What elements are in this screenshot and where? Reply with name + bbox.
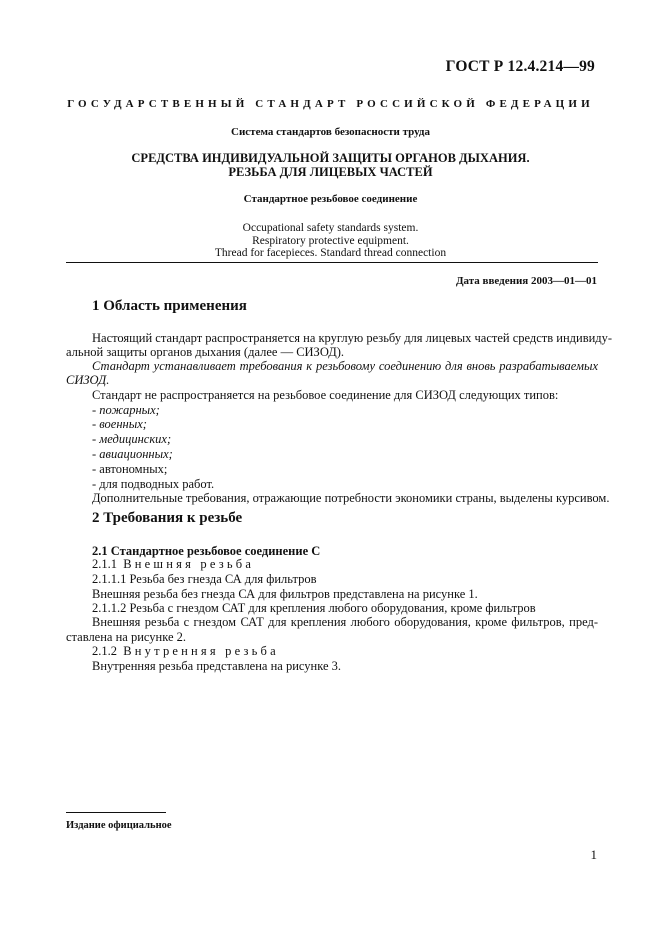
clause-title: Внутренняя резьба [123, 644, 279, 658]
main-title-line: СРЕДСТВА ИНДИВИДУАЛЬНОЙ ЗАЩИТЫ ОРГАНОВ ДЫХАНИЯ. [131, 151, 530, 165]
english-title-line: Occupational safety standards system. [242, 222, 419, 234]
paragraph-line: Дополнительные требования, отражающие потребности экономики страны, выделены курсивом. [92, 491, 610, 505]
page-number: 1 [590, 847, 597, 862]
list-item: - военных; [92, 417, 147, 431]
list-item: - медицинских; [92, 432, 172, 446]
paragraph-line: Внешняя резьба без гнезда СА для фильтров представлена на рисунке 1. [92, 587, 478, 601]
italic-paragraph-line: Стандарт устанавливает требования к резьбовому соединению для вновь разрабатываемых [92, 359, 598, 373]
english-title-line: Thread for facepieces. Standard thread connection [214, 247, 447, 259]
header-divider [66, 262, 598, 263]
standards-system-title: Система стандартов безопасности труда [231, 126, 430, 138]
section-1-heading: 1 Область применения [92, 298, 247, 314]
english-title-line: Respiratory protective equipment. [252, 234, 409, 247]
clause-title: Внешняя резьба [123, 557, 255, 571]
document-number: ГОСТ Р 12.4.214—99 [445, 58, 595, 75]
list-item: - для подводных работ. [92, 477, 215, 491]
clause-heading: 2.1.1.2 Резьба с гнездом САТ для крепления любого оборудования, кроме фильтров [92, 601, 536, 615]
paragraph-line: Внешняя резьба с гнездом САТ для крепления любого оборудования, кроме фильтров, пред- [92, 615, 598, 629]
clause-heading: 2.1.1.1 Резьба без гнезда СА для фильтров [92, 572, 317, 586]
paragraph-line: Настоящий стандарт распространяется на круглую резьбу для лицевых частей средств индивиду- [92, 331, 613, 345]
official-edition-label: Издание официальное [66, 820, 172, 831]
organization-title: ГОСУДАРСТВЕННЫЙ СТАНДАРТ РОССИЙСКОЙ ФЕДЕРАЦИИ [67, 98, 594, 110]
subtitle: Стандартное резьбовое соединение [243, 193, 418, 205]
clause-heading [92, 644, 279, 659]
effective-date: Дата введения 2003—01—01 [455, 275, 597, 287]
english-title [66, 222, 595, 260]
main-title-line: РЕЗЬБА ДЛЯ ЛИЦЕВЫХ ЧАСТЕЙ [228, 165, 433, 179]
subsection-heading: 2.1 Стандартное резьбовое соединение С [92, 544, 321, 558]
list-item: - автономных; [92, 462, 168, 476]
section-2-heading: 2 Требования к резьбе [92, 510, 243, 526]
main-title [66, 151, 595, 179]
paragraph-line: ставлена на рисунке 2. [66, 630, 187, 644]
clause-number: 2.1.2 [92, 644, 117, 658]
list-item: - пожарных; [92, 403, 160, 417]
clause-heading [92, 557, 254, 572]
list-item: - авиационных; [92, 447, 173, 461]
footer-divider [66, 812, 166, 813]
italic-paragraph-line: СИЗОД. [66, 373, 110, 387]
clause-number: 2.1.1 [92, 557, 117, 571]
paragraph-line: Внутренняя резьба представлена на рисунке 3. [92, 659, 342, 673]
paragraph-line: альной защиты органов дыхания (далее — СИЗОД). [66, 345, 345, 359]
paragraph-line: Стандарт не распространяется на резьбовое соединение для СИЗОД следующих типов: [92, 388, 559, 402]
